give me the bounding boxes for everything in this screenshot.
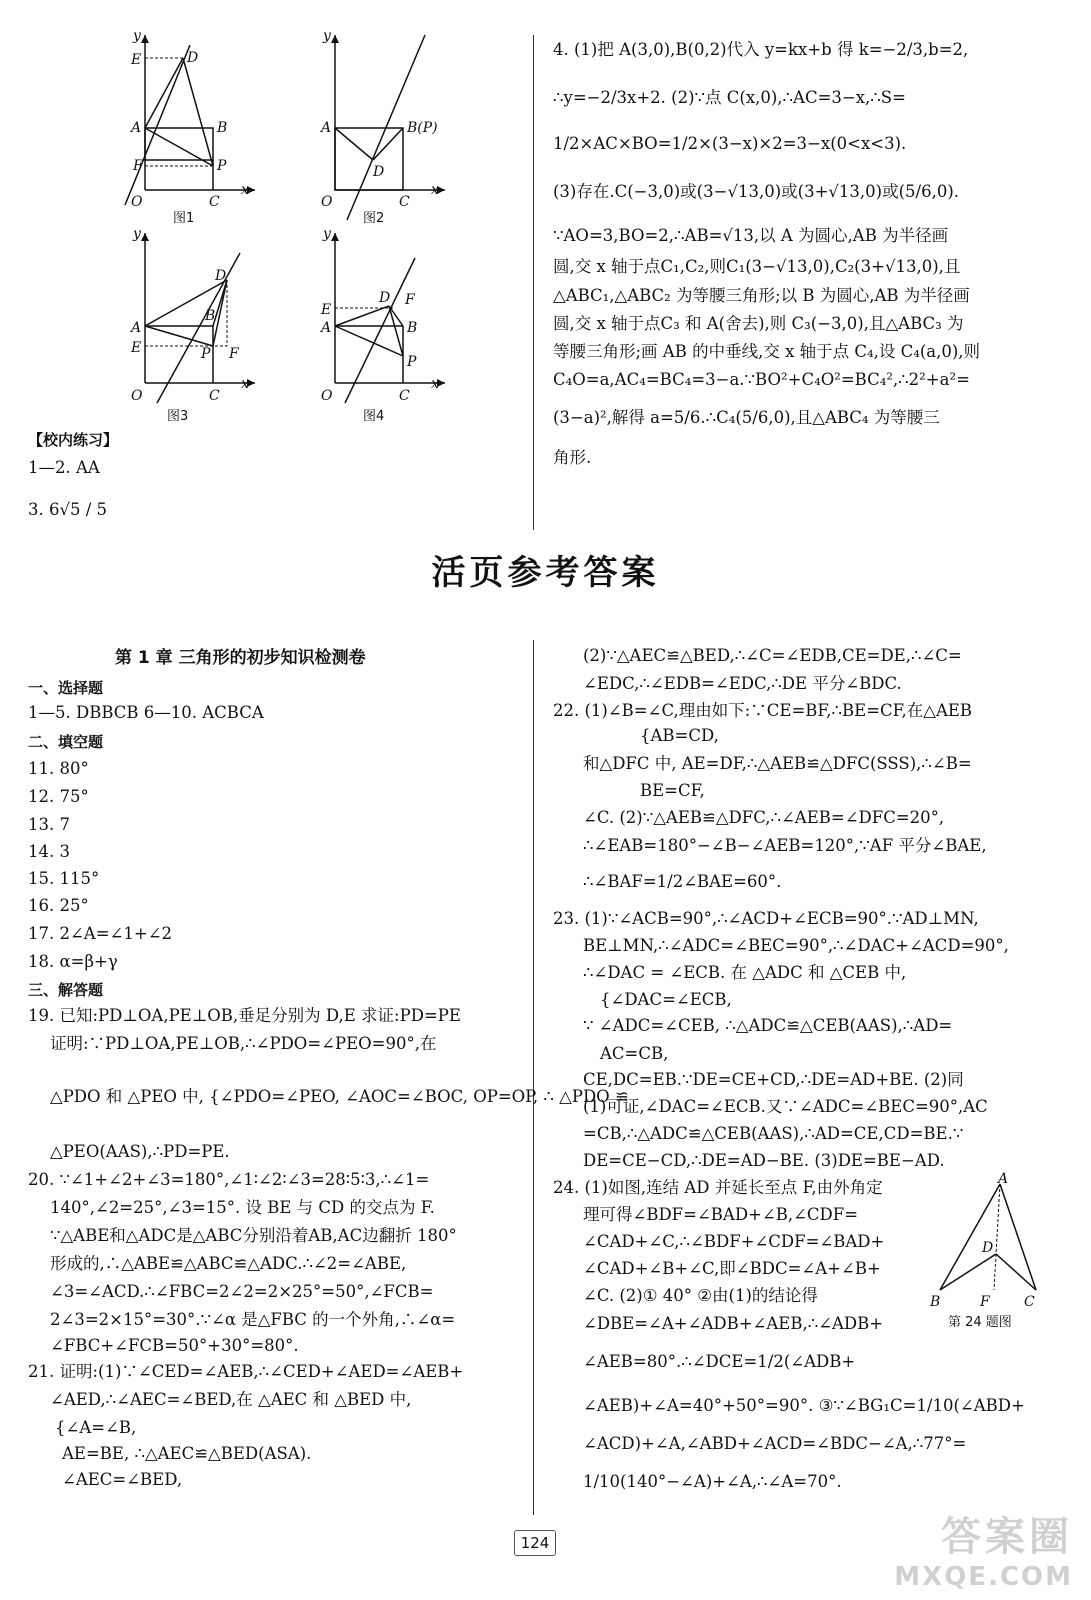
- answer-line: ∵ ∠ADC=∠CEB, ∴△ADC≌△CEB(AAS),∴AD=: [583, 1016, 953, 1035]
- answer-line: ∠FBC+∠FCB=50°+30°=80°.: [50, 1336, 299, 1355]
- fig3-label-d: D: [215, 268, 227, 284]
- answer-line: (1)可证,∠DAC=∠ECB.又∵∠ADC=∠BEC=90°,AC: [583, 1097, 988, 1116]
- school-practice-heading: 【校内练习】: [28, 431, 119, 449]
- watermark: [894, 1505, 1073, 1592]
- fig3-label-e: E: [131, 340, 142, 356]
- fig4-caption: 图4: [363, 409, 385, 424]
- answer-line: ∠3=∠ACD.∴∠FBC=2∠2=2×25°=50°,∠FCB=: [50, 1282, 434, 1301]
- answer-line: ∠DBE=∠A+∠ADB+∠AEB,∴∠ADB+: [583, 1314, 884, 1333]
- answer-line: 形成的,∴△ABE≌△ABC≌△ADC.∴∠2=∠ABE,: [50, 1254, 407, 1273]
- answer-line: ∠AEB)+∠A=40°+50°=90°. ③∵∠BG₁C=1/10(∠ABD+: [583, 1396, 1025, 1415]
- figure-2: [285, 30, 455, 234]
- answer-line: ∠CAD+∠B+∠C,即∠BDC=∠A+∠B+: [583, 1259, 881, 1278]
- section-heading: 三、解答题: [28, 981, 104, 999]
- fig2-label-a: A: [321, 120, 332, 136]
- answer-line: 圆,交 x 轴于点C₁,C₂,则C₁(3−√13,0),C₂(3+√13,0),且: [553, 257, 961, 276]
- fig3-label-p: P: [201, 346, 211, 362]
- fig2-label-bp: B(P): [407, 120, 438, 136]
- answer-line: ∠AEC=∠BED,: [62, 1470, 183, 1489]
- answer-line: AE=BE, ∴△AEC≌△BED(ASA).: [62, 1444, 312, 1463]
- answer-line: 证明:∵PD⊥OA,PE⊥OB,∴∠PDO=∠PEO=90°,在: [50, 1034, 437, 1053]
- fig1-label-o: O: [131, 194, 143, 210]
- answer-line: ∵AO=3,BO=2,∴AB=√13,以 A 为圆心,AB 为半径画: [553, 226, 949, 245]
- answer-line: ∠ACD)+∠A,∠ABD+∠ACD=∠BDC−∠A,∴77°=: [583, 1434, 967, 1453]
- answer-line: 1—2. AA: [28, 458, 100, 477]
- answer-line: AC=CB,: [600, 1044, 669, 1063]
- figure-24: [928, 1172, 1058, 1336]
- answer-line: (2)∵△AEC≌△BED,∴∠C=∠EDB,CE=DE,∴∠C=: [583, 646, 962, 665]
- answer-line: 17. 2∠A=∠1+∠2: [28, 924, 173, 943]
- answer-line: 和△DFC 中, AE=DF,∴△AEB≌△DFC(SSS),∴∠B=: [583, 754, 972, 773]
- answer-line: ∵△ABE和△ADC是△ABC分别沿着AB,AC边翻折 180°: [50, 1226, 457, 1245]
- fig24-caption: 第 24 题图: [948, 1315, 1012, 1330]
- answer-line: ∠AEB=80°.∴∠DCE=1/2(∠ADB+: [583, 1352, 856, 1371]
- answer-line: ∠AED,∴∠AEC=∠BED,在 △AEC 和 △BED 中,: [50, 1390, 412, 1409]
- answer-line: ∠EDC,∴∠EDB=∠EDC,∴DE 平分∠BDC.: [583, 674, 902, 693]
- bottom-column-divider: [533, 640, 534, 1515]
- fig4-label-d: D: [379, 290, 391, 306]
- answer-line: (3)存在.C(−3,0)或(3−√13,0)或(3+√13,0)或(5/6,0).: [553, 182, 959, 201]
- answer-line: BE=CF,: [640, 781, 705, 800]
- figure-1: [95, 30, 265, 234]
- answer-line: 1/10(140°−∠A)+∠A,∴∠A=70°.: [583, 1472, 842, 1491]
- fig4-label-y: y: [323, 226, 331, 242]
- section-heading: 二、填空题: [28, 733, 104, 751]
- answer-line: 14. 3: [28, 842, 70, 861]
- answer-line: ∴∠EAB=180°−∠B−∠AEB=120°,∵AF 平分∠BAE,: [583, 836, 987, 855]
- answer-line: 理可得∠BDF=∠BAD+∠B,∠CDF=: [583, 1205, 859, 1224]
- answer-line: CE,DC=EB.∵DE=CE+CD,∴DE=AD+BE. (2)同: [583, 1070, 964, 1089]
- fig2-caption: 图2: [363, 211, 385, 226]
- fig1-label-f: F: [133, 158, 143, 174]
- fig2-label-o: O: [321, 194, 333, 210]
- fig4-label-p: P: [407, 354, 417, 370]
- answer-line: 15. 115°: [28, 869, 100, 888]
- fig1-label-e: E: [131, 52, 142, 68]
- page-number: 124: [514, 1530, 556, 1556]
- figure-4: [285, 228, 455, 432]
- answer-line: {∠DAC=∠ECB,: [600, 990, 732, 1009]
- fig3-label-y: y: [133, 226, 141, 242]
- answer-line: ∴y=−2/3x+2. (2)∵点 C(x,0),∴AC=3−x,∴S=: [553, 88, 906, 107]
- fig24-label-b: B: [930, 1294, 941, 1310]
- answer-line: ∴∠DAC = ∠ECB. 在 △ADC 和 △CEB 中,: [583, 963, 907, 982]
- answer-line: ∠CAD+∠C,∴∠BDF+∠CDF=∠BAD+: [583, 1232, 885, 1251]
- fig3-label-a: A: [131, 320, 142, 336]
- answer-line: 13. 7: [28, 815, 70, 834]
- fig3-label-o: O: [131, 388, 143, 404]
- answer-line: 2∠3=2×15°=30°.∵∠α 是△FBC 的一个外角,∴∠α=: [50, 1310, 456, 1329]
- answer-line: 22. (1)∠B=∠C,理由如下:∵CE=BF,∴BE=CF,在△AEB: [553, 701, 973, 720]
- watermark-top: 答案圈: [941, 1514, 1073, 1560]
- fig4-label-c: C: [399, 388, 410, 404]
- answer-line: 等腰三角形;画 AB 的中垂线,交 x 轴于点 C₄,设 C₄(a,0),则: [553, 342, 981, 361]
- answer-line: 21. 证明:(1)∵∠CED=∠AEB,∴∠CED+∠AED=∠AEB+: [28, 1362, 464, 1381]
- fig1-label-b: B: [217, 120, 228, 136]
- answer-line: {AB=CD,: [640, 726, 719, 745]
- answer-line: 140°,∠2=25°,∠3=15°. 设 BE 与 CD 的交点为 F.: [50, 1198, 435, 1217]
- answer-line: {∠A=∠B,: [55, 1418, 137, 1437]
- fig24-label-d: D: [982, 1240, 994, 1256]
- answer-line: 12. 75°: [28, 787, 89, 806]
- fig2-label-d: D: [373, 164, 385, 180]
- fig24-label-a: A: [998, 1171, 1009, 1187]
- fig24-label-f: F: [980, 1294, 990, 1310]
- answer-line: △PEO(AAS),∴PD=PE.: [50, 1142, 230, 1161]
- fig3-label-f: F: [229, 346, 239, 362]
- answer-line: 24. (1)如图,连结 AD 并延长至点 F,由外角定: [553, 1178, 883, 1197]
- answer-line: DE=CE−CD,∴DE=AD−BE. (3)DE=BE−AD.: [583, 1151, 945, 1170]
- fig3-caption: 图3: [167, 409, 189, 424]
- answer-line: 20. ∵∠1+∠2+∠3=180°,∠1∶∠2∶∠3=28∶5∶3,∴∠1=: [28, 1170, 430, 1189]
- fig1-label-d: D: [187, 50, 199, 66]
- answer-line: ∠C. (2)① 40° ②由(1)的结论得: [583, 1286, 818, 1305]
- fig4-label-x: x: [431, 376, 439, 392]
- answer-line: BE⊥MN,∴∠ADC=∠BEC=90°,∴∠DAC+∠ACD=90°,: [583, 936, 1009, 955]
- top-column-divider: [533, 35, 534, 530]
- answer-line: 1/2×AC×BO=1/2×(3−x)×2=3−x(0<x<3).: [553, 134, 907, 153]
- answer-line: △ABC₁,△ABC₂ 为等腰三角形;以 B 为圆心,AB 为半径画: [553, 286, 970, 305]
- fig1-caption: 图1: [173, 211, 195, 226]
- answer-line: 16. 25°: [28, 896, 89, 915]
- fig2-label-y: y: [323, 28, 331, 44]
- answer-line: 11. 80°: [28, 759, 89, 778]
- fig4-label-e: E: [321, 302, 332, 318]
- answer-line: ∴∠BAF=1/2∠BAE=60°.: [583, 872, 782, 891]
- fig4-label-o: O: [321, 388, 333, 404]
- answer-line: (3−a)²,解得 a=5/6.∴C₄(5/6,0),且△ABC₄ 为等腰三: [553, 408, 940, 427]
- fig1-label-c: C: [209, 194, 220, 210]
- fig1-label-a: A: [131, 120, 142, 136]
- answer-line: △PDO 和 △PEO 中, {∠PDO=∠PEO, ∠AOC=∠BOC, OP=OP, ∴ △PDO ≌: [50, 1087, 629, 1106]
- fig1-label-y: y: [133, 28, 141, 44]
- chapter-title: 第 1 章 三角形的初步知识检测卷: [115, 648, 366, 668]
- fig4-label-b: B: [407, 320, 418, 336]
- fig3-label-b: B: [205, 308, 216, 324]
- fig2-label-c: C: [399, 194, 410, 210]
- section-heading: 一、选择题: [28, 679, 104, 697]
- answer-line: 18. α=β+γ: [28, 952, 118, 971]
- answer-line: 圆,交 x 轴于点C₃ 和 A(舍去),则 C₃(−3,0),且△ABC₃ 为: [553, 314, 964, 333]
- fig1-label-x: x: [241, 182, 249, 198]
- answer-line: 23. (1)∵∠ACB=90°,∴∠ACD+∠ECB=90°.∵AD⊥MN,: [553, 909, 979, 928]
- fig3-label-c: C: [209, 388, 220, 404]
- answer-line: 1—5. DBBCB 6—10. ACBCA: [28, 703, 264, 722]
- figure-3: [95, 228, 265, 432]
- answer-line: 19. 已知:PD⊥OA,PE⊥OB,垂足分别为 D,E 求证:PD=PE: [28, 1006, 461, 1025]
- answer-line: ∠C. (2)∵△AEB≌△DFC,∴∠AEB=∠DFC=20°,: [583, 808, 945, 827]
- answer-line: 3. 6√5 / 5: [28, 500, 108, 519]
- answer-line: C₄O=a,AC₄=BC₄=3−a.∵BO²+C₄O²=BC₄²,∴2²+a²=: [553, 370, 970, 389]
- fig24-label-c: C: [1024, 1294, 1035, 1310]
- fig2-label-x: x: [431, 182, 439, 198]
- fig4-label-a: A: [321, 320, 332, 336]
- answer-line: 4. (1)把 A(3,0),B(0,2)代入 y=kx+b 得 k=−2/3,b=2,: [553, 40, 969, 59]
- watermark-bottom: MXQE.COM: [894, 1562, 1073, 1592]
- fig3-label-x: x: [241, 376, 249, 392]
- page-title: 活页参考答案: [431, 553, 660, 593]
- fig1-label-p: P: [217, 158, 227, 174]
- answer-line: 角形.: [553, 448, 592, 467]
- answer-line: =CB,∴△ADC≌△CEB(AAS),∴AD=CE,CD=BE.∵: [583, 1124, 964, 1143]
- fig4-label-f: F: [405, 292, 415, 308]
